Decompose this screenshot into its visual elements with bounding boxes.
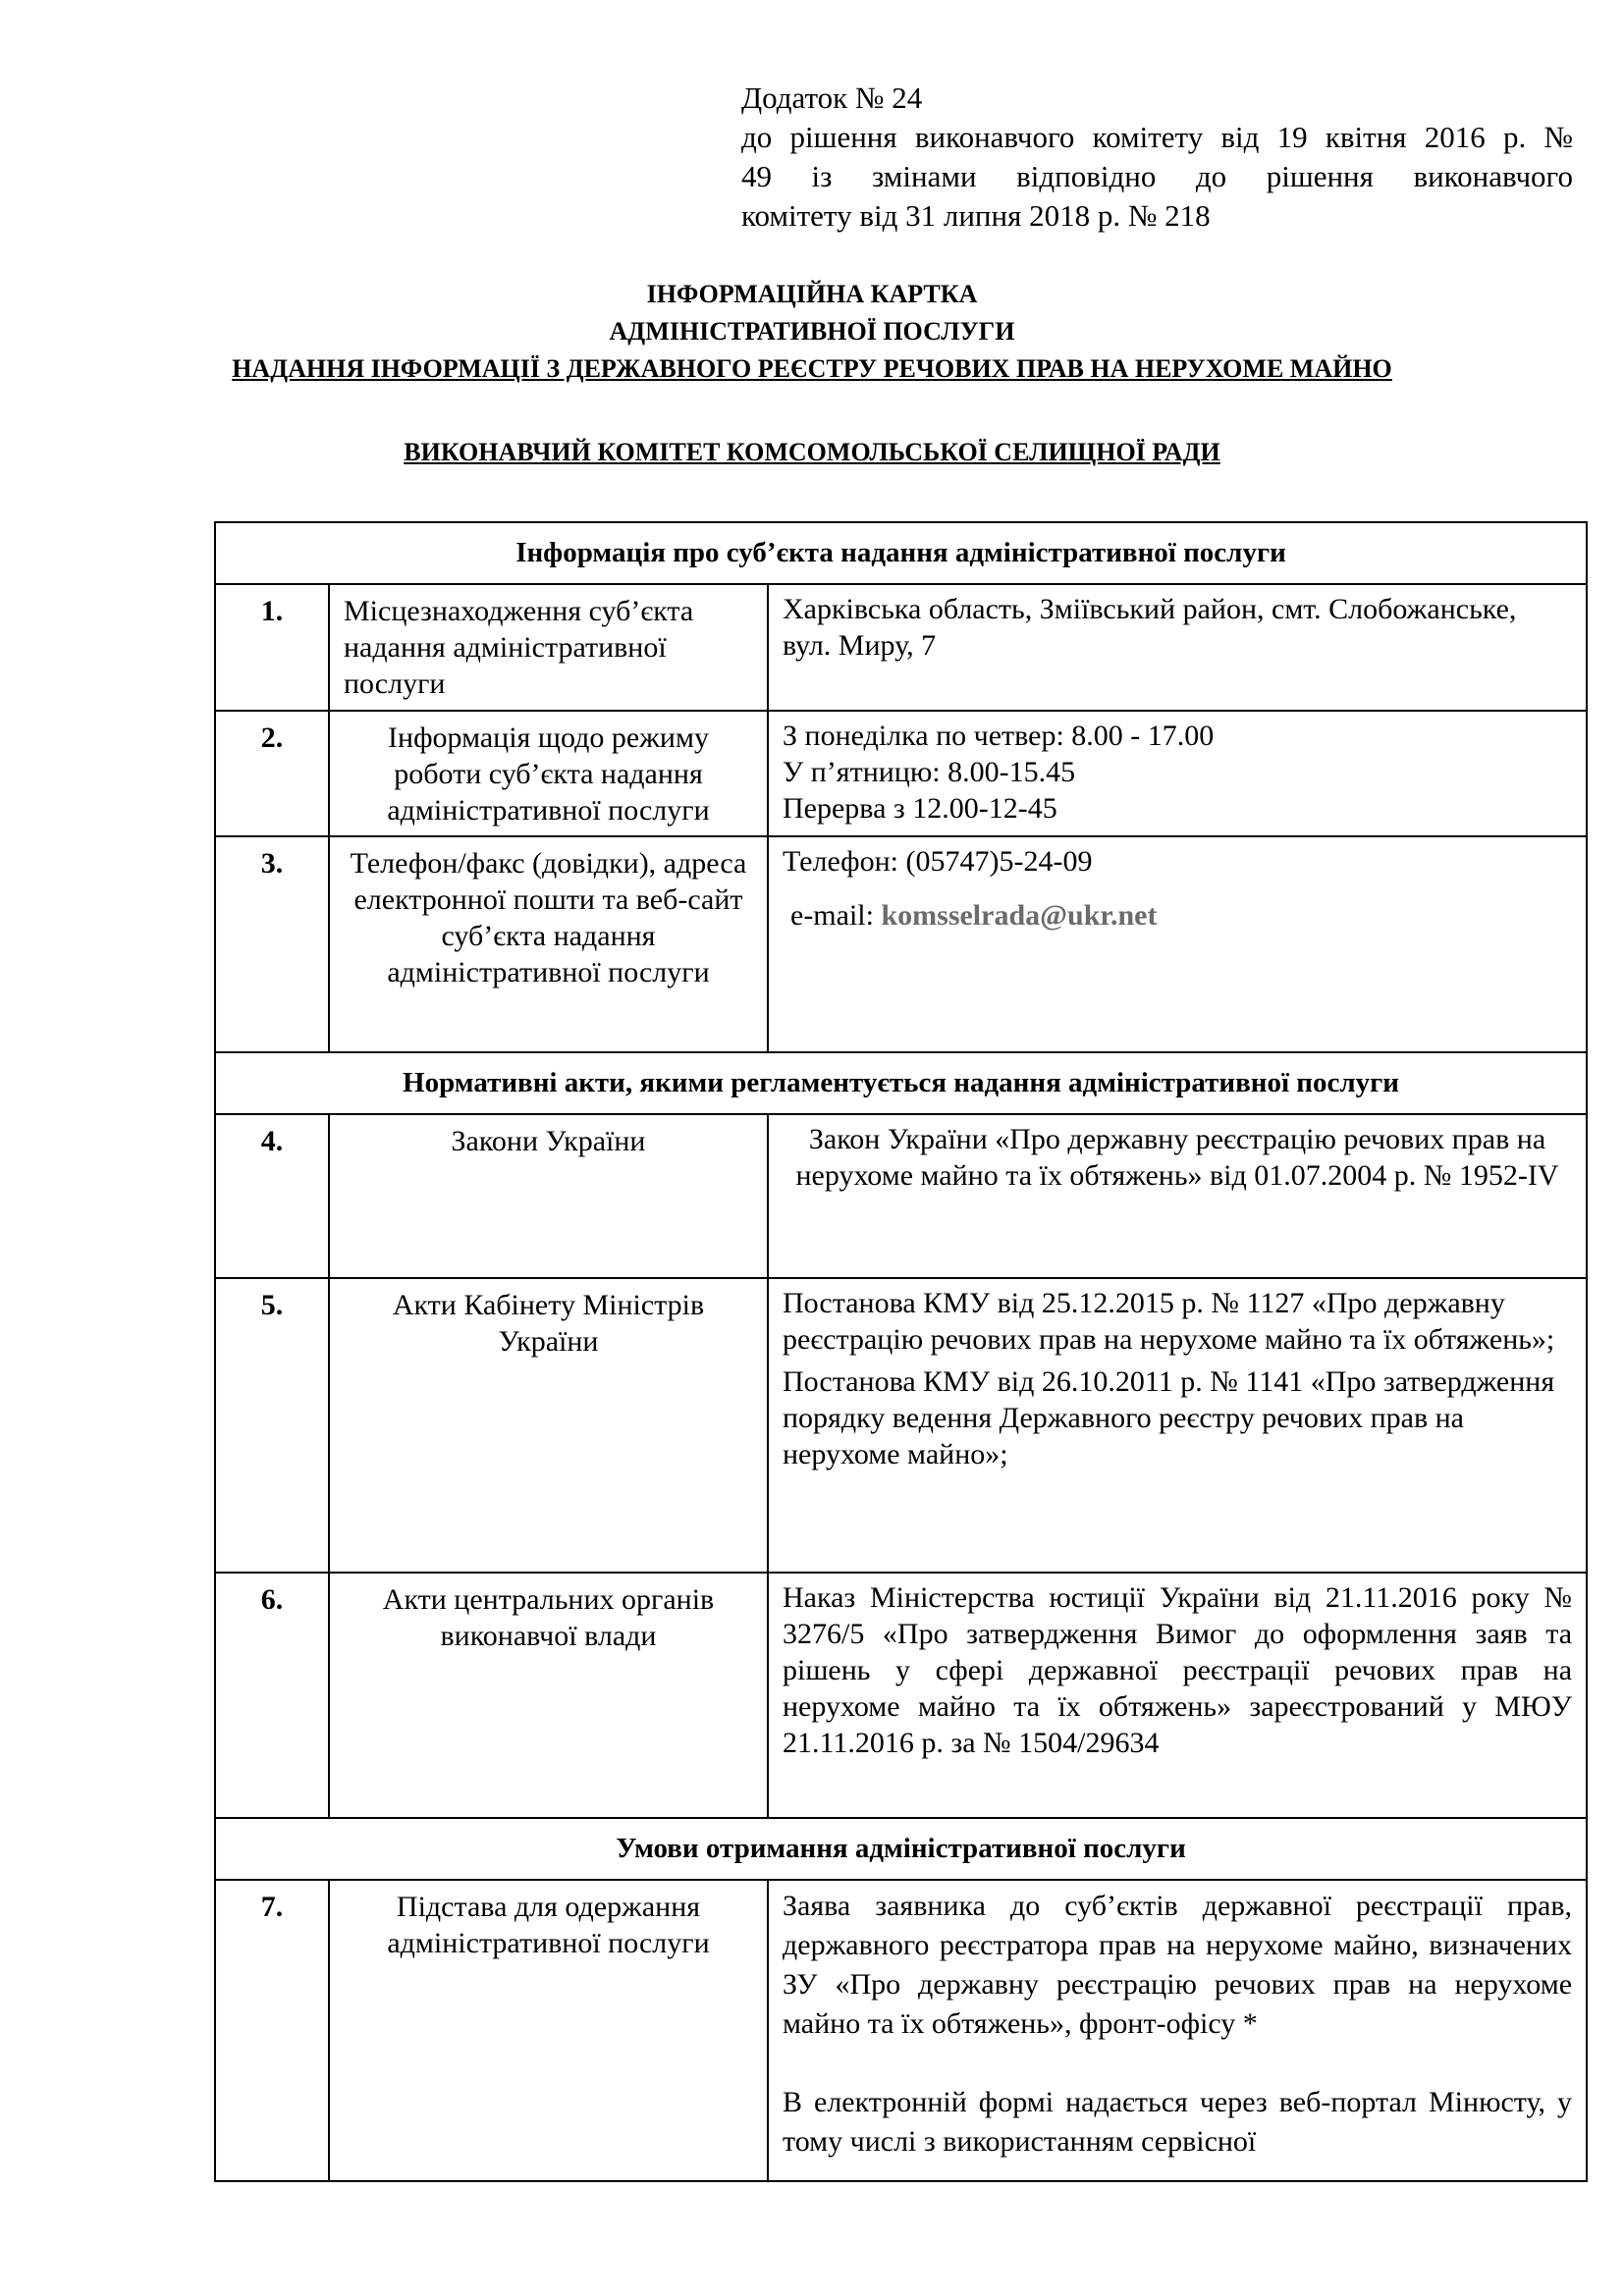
row-name: Закони України xyxy=(329,1114,768,1278)
table-row xyxy=(215,1278,1587,1573)
section-header-conditions: Умови отримання адміністративної послуги xyxy=(215,1818,1587,1880)
row-name: Місцезнаходження суб’єкта надання адміністративної послуги xyxy=(329,584,768,711)
row-value: Наказ Міністерства юстиції України від 21.11.2016 року № 3276/5 «Про затвердження Вимог до оформлення заяв та рішень у сфері державної реєстрації речових прав на нерухоме майно та їх обтяжень» зареєстрований у МЮУ 21.11.2016 р. за № 1504/29634 xyxy=(768,1573,1587,1818)
table-row xyxy=(215,836,1587,1052)
schedule-line: У п’ятницю: 8.00-15.45 xyxy=(783,756,1076,788)
email-link[interactable]: komsselrada@ukr.net xyxy=(881,899,1158,932)
basis-text: Заява заявника до суб’єктів державної реєстрації прав, державного реєстратора прав на нерухоме майно, визначених ЗУ «Про державну реєстрацію речових прав на нерухоме майно та їх обтяжень», фронт-офісу * xyxy=(783,1890,1573,2040)
table-row xyxy=(215,1573,1587,1818)
row-number: 6. xyxy=(215,1573,329,1818)
schedule-line: Перерва з 12.00-12-45 xyxy=(783,792,1057,825)
row-value: Харківська область, Зміївський район, смт. Слобожанське, вул. Миру, 7 xyxy=(768,584,1587,711)
appendix-line-4: комітету від 31 липня 2018 р. № 218 xyxy=(741,198,1211,233)
section-row xyxy=(215,1052,1587,1114)
section-header-legal-acts: Нормативні акти, якими регламентується надання адміністративної послуги xyxy=(215,1052,1587,1114)
table-row xyxy=(215,1880,1587,2181)
email-label: e-mail: xyxy=(790,899,882,932)
row-number: 1. xyxy=(215,584,329,711)
authority-name: ВИКОНАВЧИЙ КОМІТЕТ КОМСОМОЛЬСЬКОЇ СЕЛИЩНОЇ РАДИ xyxy=(404,438,1220,466)
info-card-table xyxy=(214,521,1588,2182)
table-row xyxy=(215,1114,1587,1278)
row-number: 5. xyxy=(215,1278,329,1573)
row-name: Інформація щодо режиму роботи суб’єкта надання адміністративної послуги xyxy=(329,711,768,836)
row-value xyxy=(768,711,1587,836)
service-name: НАДАННЯ ІНФОРМАЦІЇ З ДЕРЖАВНОГО РЕЄСТРУ РЕЧОВИХ ПРАВ НА НЕРУХОМЕ МАЙНО xyxy=(232,354,1392,383)
basis-text: В електронній формі надається через веб-портал Мінюсту, у тому числі з використанням сервісної xyxy=(783,2086,1573,2158)
email-line xyxy=(783,897,1572,934)
row-number: 3. xyxy=(215,836,329,1052)
authority-heading xyxy=(0,435,1624,470)
row-value xyxy=(768,1880,1587,2181)
row-number: 4. xyxy=(215,1114,329,1278)
row-name: Акти центральних органів виконавчої влади xyxy=(329,1573,768,1818)
appendix-line-3: 49 із змінами відповідно до рішення виконавчого xyxy=(741,159,1573,193)
appendix-line-1: Додаток № 24 xyxy=(741,80,923,115)
row-name: Телефон/факс (довідки), адреса електронної пошти та веб-сайт суб’єкта надання адміністративної послуги xyxy=(329,836,768,1052)
row-value xyxy=(768,1278,1587,1573)
row-name: Підстава для одержання адміністративної послуги xyxy=(329,1880,768,2181)
title-line-1: ІНФОРМАЦІЙНА КАРТКА xyxy=(646,280,978,308)
title-line-3 xyxy=(0,351,1624,387)
phone-text: Телефон: (05747)5-24-09 xyxy=(783,845,1093,878)
appendix-block xyxy=(741,79,1573,236)
row-number: 7. xyxy=(215,1880,329,2181)
resolution-text: Постанова КМУ від 25.12.2015 р. № 1127 «Про державну реєстрацію речових прав на нерухоме майно та їх обтяжень»; xyxy=(783,1287,1555,1356)
appendix-line-2: до рішення виконавчого комітету від 19 квітня 2016 р. № xyxy=(741,120,1573,154)
schedule-line: З понеділка по четвер: 8.00 - 17.00 xyxy=(783,720,1215,752)
table-row xyxy=(215,584,1587,711)
section-row xyxy=(215,522,1587,584)
section-header-subject: Інформація про суб’єкта надання адміністративної послуги xyxy=(215,522,1587,584)
table-row xyxy=(215,711,1587,836)
row-value: Закон України «Про державну реєстрацію речових прав на нерухоме майно та їх обтяжень» від 01.07.2004 р. № 1952-IV xyxy=(768,1114,1587,1278)
row-name: Акти Кабінету Міністрів України xyxy=(329,1278,768,1573)
resolution-text: Постанова КМУ від 26.10.2011 р. № 1141 «Про затвердження порядку ведення Державного реєстру речових прав на нерухоме майно»; xyxy=(783,1365,1555,1470)
row-value xyxy=(768,836,1587,1052)
title-line-2: АДМІНІСТРАТИВНОЇ ПОСЛУГИ xyxy=(609,317,1015,346)
section-row xyxy=(215,1818,1587,1880)
row-number: 2. xyxy=(215,711,329,836)
